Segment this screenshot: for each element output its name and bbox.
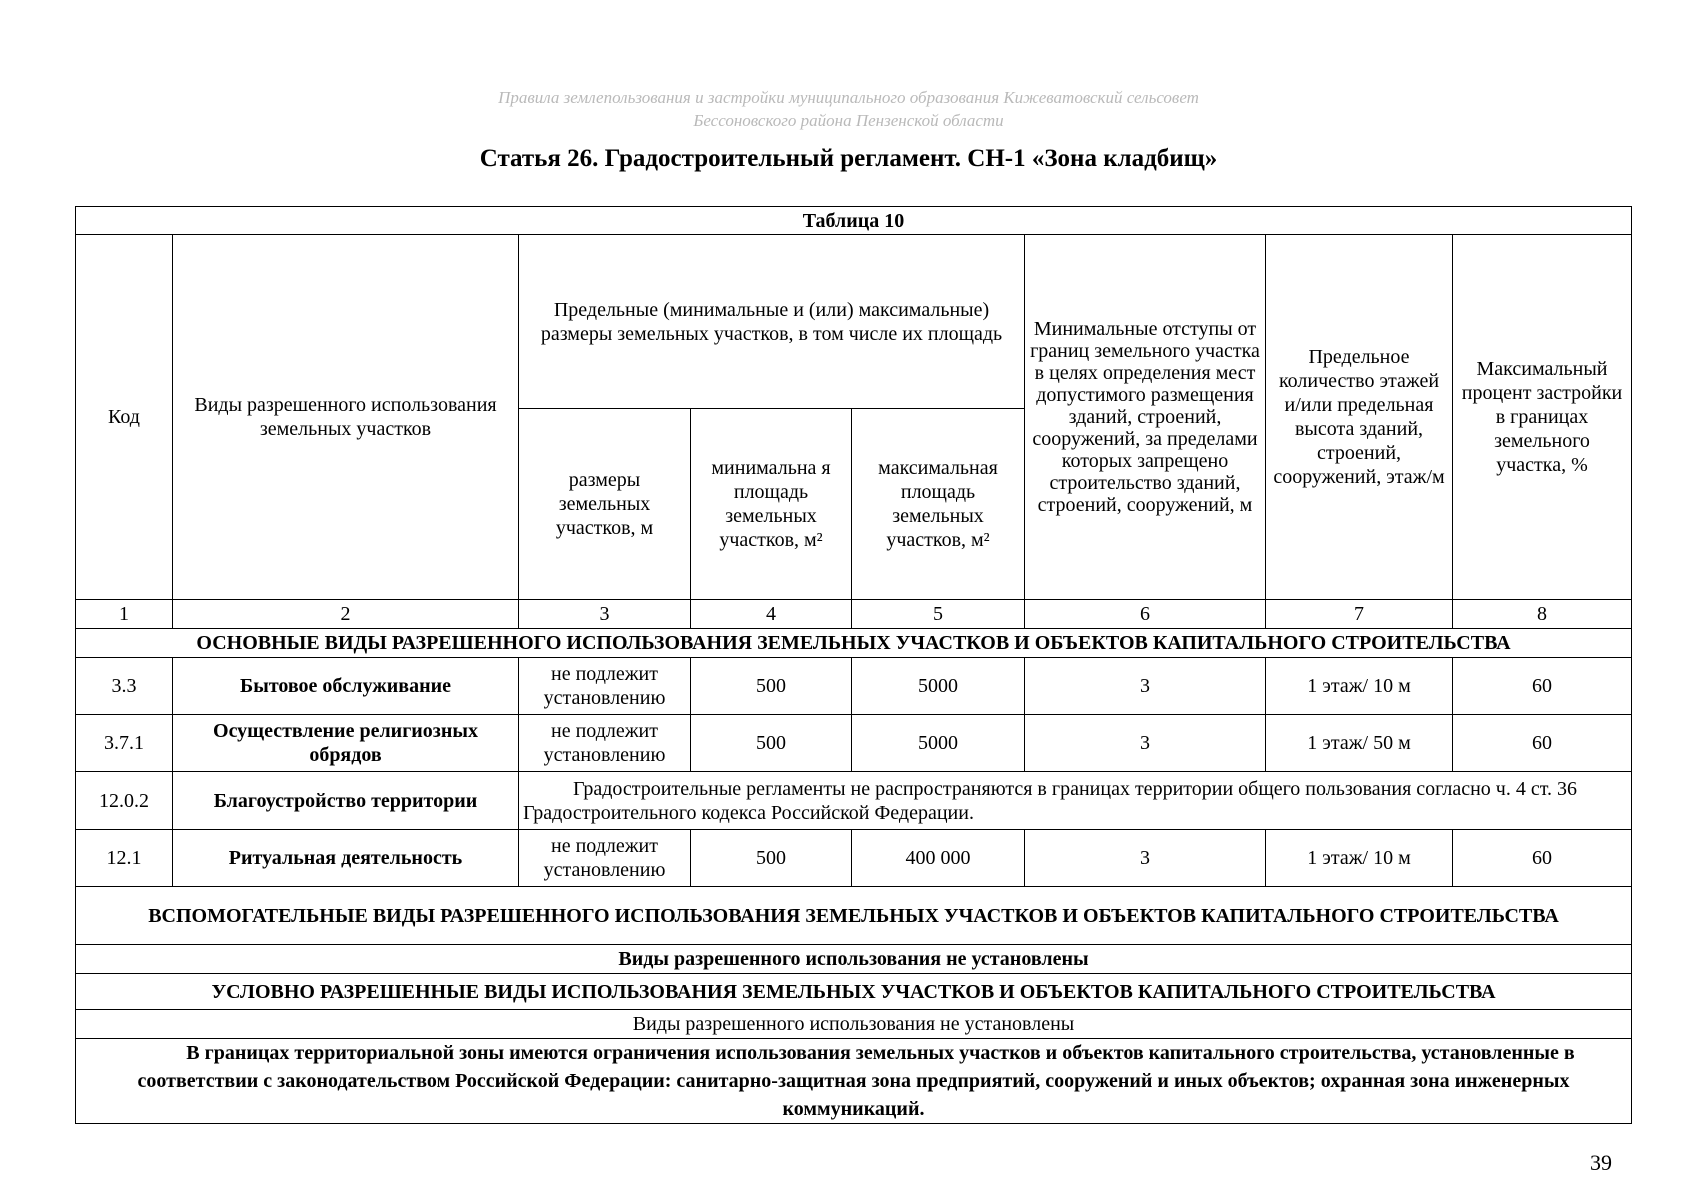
running-header-line-1: Правила землепользования и застройки муниципального образования Кижеватовский сельсовет bbox=[498, 88, 1199, 107]
article-title: Статья 26. Градостроительный регламент. СН-1 «Зона кладбищ» bbox=[479, 145, 1218, 172]
cell-percent: 60 bbox=[1453, 715, 1632, 772]
table-number: Таблица 10 bbox=[76, 207, 1632, 235]
col-number: 8 bbox=[1453, 600, 1632, 629]
col-number: 5 bbox=[852, 600, 1025, 629]
col-number: 7 bbox=[1266, 600, 1453, 629]
cell-code: 12.0.2 bbox=[76, 772, 173, 830]
cell-max-area: 400 000 bbox=[852, 830, 1025, 887]
cell-setback: 3 bbox=[1025, 715, 1266, 772]
col-header-use-kinds: Виды разрешенного использования земельных участков bbox=[173, 235, 519, 600]
cell-min-area: 500 bbox=[691, 715, 852, 772]
col-header-code: Код bbox=[76, 235, 173, 600]
col-header-floors: Предельное количество этажей и/или предельная высота зданий, строений, сооружений, этаж/м bbox=[1266, 235, 1453, 600]
conditional-uses-note: Виды разрешенного использования не установлены bbox=[76, 1010, 1632, 1039]
table-row bbox=[76, 715, 1632, 772]
cell-min-area: 500 bbox=[691, 658, 852, 715]
col-header-sizes-m: размеры земельных участков, м bbox=[519, 409, 691, 600]
cell-size: не подлежит установлению bbox=[519, 715, 691, 772]
cell-code: 3.7.1 bbox=[76, 715, 173, 772]
cell-use-name: Бытовое обслуживание bbox=[173, 658, 519, 715]
cell-use-name: Благоустройство территории bbox=[173, 772, 519, 830]
column-numbers-row bbox=[76, 600, 1632, 629]
col-number: 6 bbox=[1025, 600, 1266, 629]
col-header-setbacks: Минимальные отступы от границ земельного участка в целях определения мест допустимого размещения зданий, строений, сооружений, за пределами которых запрещено строительство зданий, строений, сооружений, м bbox=[1025, 235, 1266, 600]
section-main-uses: ОСНОВНЫЕ ВИДЫ РАЗРЕШЕННОГО ИСПОЛЬЗОВАНИЯ ЗЕМЕЛЬНЫХ УЧАСТКОВ И ОБЪЕКТОВ КАПИТАЛЬНОГО СТРОИТЕЛЬСТВА bbox=[76, 629, 1632, 658]
col-header-min-area: минимальна я площадь земельных участков, м² bbox=[691, 409, 852, 600]
table-row bbox=[76, 772, 1632, 830]
col-header-sizes-group: Предельные (минимальные и (или) максимальные) размеры земельных участков, в том числе их площадь bbox=[519, 235, 1025, 409]
section-conditional-uses: УСЛОВНО РАЗРЕШЕННЫЕ ВИДЫ ИСПОЛЬЗОВАНИЯ ЗЕМЕЛЬНЫХ УЧАСТКОВ И ОБЪЕКТОВ КАПИТАЛЬНОГО СТРОИТЕЛЬСТВА bbox=[76, 974, 1632, 1010]
cell-setback: 3 bbox=[1025, 830, 1266, 887]
auxiliary-uses-note: Виды разрешенного использования не установлены bbox=[76, 945, 1632, 974]
cell-use-name: Осуществление религиозных обрядов bbox=[173, 715, 519, 772]
zone-restrictions-note: В границах территориальной зоны имеются ограничения использования земельных участков и объектов капитального строительства, установленные в соответствии с законодательством Российской Федерации: санитарно-защитная зона предприятий, сооружений и иных объектов; охранная зона инженерных коммуникаций. bbox=[76, 1039, 1632, 1124]
col-number: 1 bbox=[76, 600, 173, 629]
cell-percent: 60 bbox=[1453, 658, 1632, 715]
cell-size: не подлежит установлению bbox=[519, 830, 691, 887]
col-number: 2 bbox=[173, 600, 519, 629]
cell-max-area: 5000 bbox=[852, 658, 1025, 715]
cell-code: 12.1 bbox=[76, 830, 173, 887]
col-number: 4 bbox=[691, 600, 852, 629]
section-auxiliary-uses: ВСПОМОГАТЕЛЬНЫЕ ВИДЫ РАЗРЕШЕННОГО ИСПОЛЬЗОВАНИЯ ЗЕМЕЛЬНЫХ УЧАСТКОВ И ОБЪЕКТОВ КАПИТАЛЬНОГО СТРОИТЕЛЬСТВА bbox=[76, 887, 1632, 945]
cell-use-name: Ритуальная деятельность bbox=[173, 830, 519, 887]
col-header-max-area: максимальная площадь земельных участков, м² bbox=[852, 409, 1025, 600]
cell-code: 3.3 bbox=[76, 658, 173, 715]
cell-regulation-note: Градостроительные регламенты не распространяются в границах территории общего пользования согласно ч. 4 ст. 36 Градостроительного кодекса Российской Федерации. bbox=[519, 772, 1632, 830]
cell-size: не подлежит установлению bbox=[519, 658, 691, 715]
cell-floors: 1 этаж/ 10 м bbox=[1266, 830, 1453, 887]
cell-percent: 60 bbox=[1453, 830, 1632, 887]
cell-floors: 1 этаж/ 50 м bbox=[1266, 715, 1453, 772]
cell-setback: 3 bbox=[1025, 658, 1266, 715]
page-number: 39 bbox=[1590, 1150, 1612, 1175]
cell-min-area: 500 bbox=[691, 830, 852, 887]
table-row bbox=[76, 658, 1632, 715]
cell-max-area: 5000 bbox=[852, 715, 1025, 772]
col-header-max-percent: Максимальный процент застройки в границах земельного участка, % bbox=[1453, 235, 1632, 600]
col-number: 3 bbox=[519, 600, 691, 629]
regulation-table bbox=[75, 206, 1632, 1124]
running-header-line-2: Бессоновского района Пензенской области bbox=[693, 111, 1004, 130]
table-row bbox=[76, 830, 1632, 887]
cell-floors: 1 этаж/ 10 м bbox=[1266, 658, 1453, 715]
